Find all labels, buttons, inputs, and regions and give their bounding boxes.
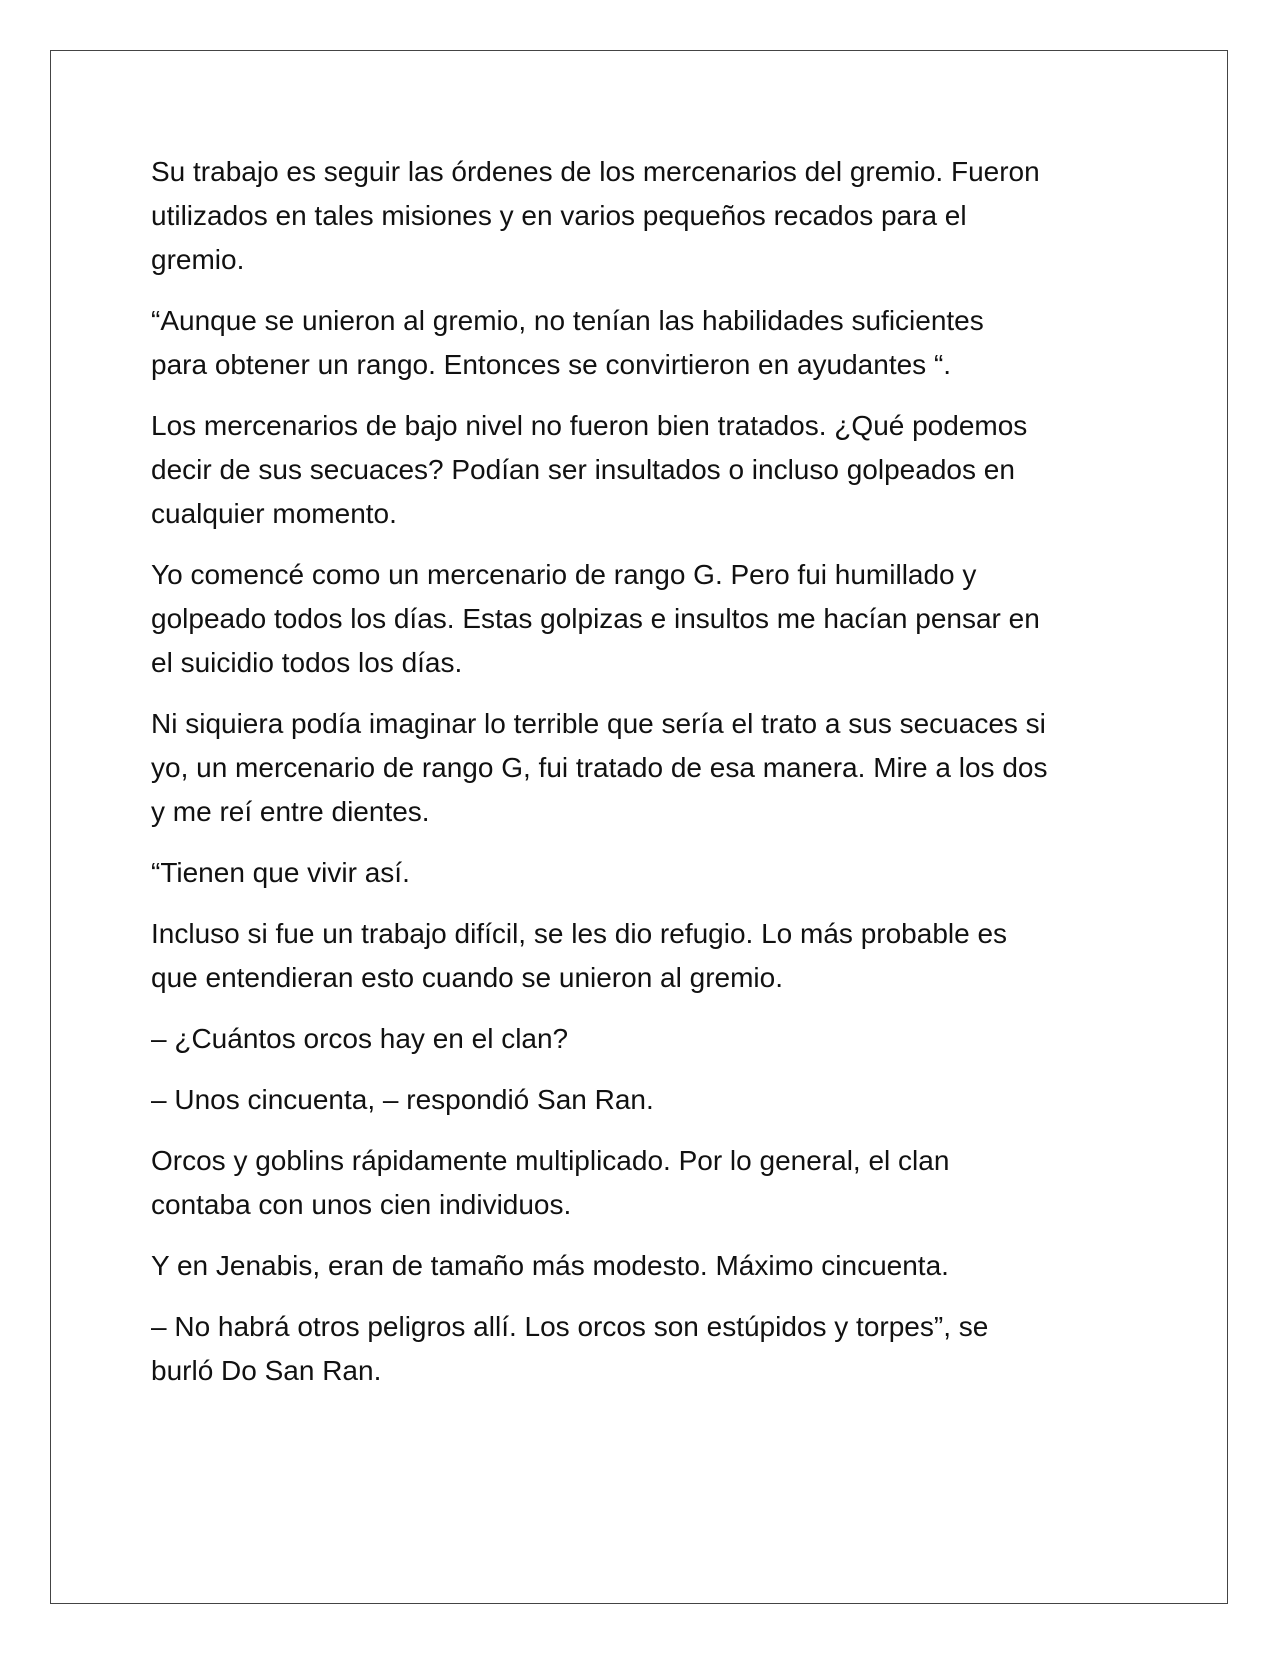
paragraph: Orcos y goblins rápidamente multiplicado. Por lo general, el clan contaba con unos cien individuos. <box>151 1145 950 1220</box>
paragraph: Los mercenarios de bajo nivel no fueron bien tratados. ¿Qué podemos decir de sus secuaces? Podían ser insultados o incluso golpeados en cualquier momento. <box>151 410 1028 529</box>
paragraph: – No habrá otros peligros allí. Los orcos son estúpidos y torpes”, se burló Do San Ran. <box>151 1311 989 1386</box>
paragraph: Ni siquiera podía imaginar lo terrible que sería el trato a sus secuaces si yo, un mercenario de rango G, fui tratado de esa manera. Mire a los dos y me reí entre dientes. <box>151 708 1048 827</box>
paragraph: Su trabajo es seguir las órdenes de los mercenarios del gremio. Fueron utilizados en tales misiones y en varios pequeños recados para el gremio. <box>151 156 1040 275</box>
paragraph: Yo comencé como un mercenario de rango G. Pero fui humillado y golpeado todos los días. Estas golpizas e insultos me hacían pensar en el suicidio todos los días. <box>151 559 1040 678</box>
paragraph: “Aunque se unieron al gremio, no tenían las habilidades suficientes para obtener un rango. Entonces se convirtieron en ayudantes “. <box>151 305 984 380</box>
paragraph: Y en Jenabis, eran de tamaño más modesto. Máximo cincuenta. <box>151 1250 949 1281</box>
paragraph: Incluso si fue un trabajo difícil, se les dio refugio. Lo más probable es que entendieran esto cuando se unieron al gremio. <box>151 918 1008 993</box>
paragraph: – ¿Cuántos orcos hay en el clan? <box>151 1023 569 1054</box>
paragraph: “Tienen que vivir así. <box>151 857 410 888</box>
paragraph: – Unos cincuenta, – respondió San Ran. <box>151 1084 654 1115</box>
document-body <box>151 150 1141 1410</box>
